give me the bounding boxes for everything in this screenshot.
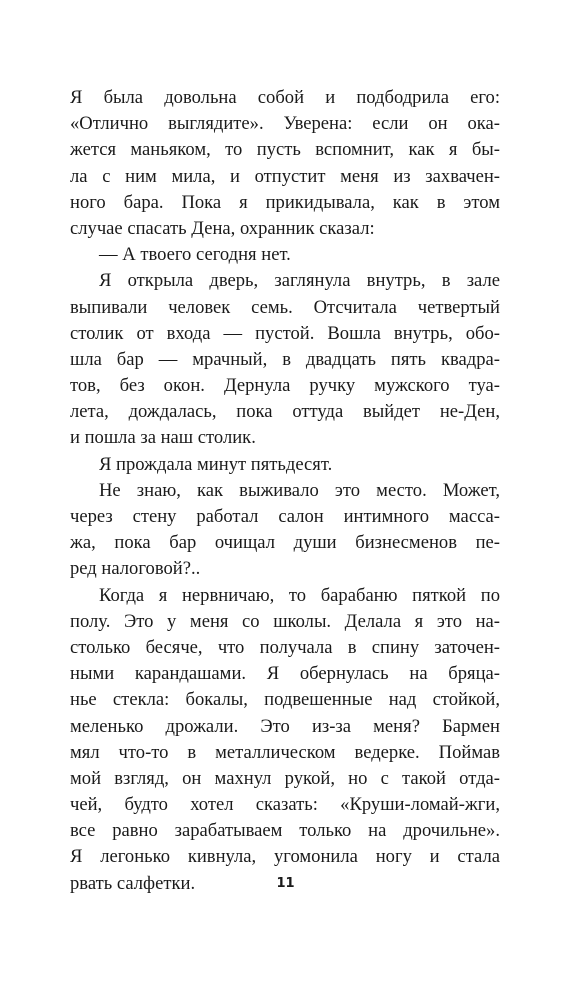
text-line: столько бесяче, что получала в спину заточен- bbox=[70, 636, 500, 658]
text-line: все равно зарабатываем только на дрочильне». bbox=[70, 820, 500, 842]
text-line: Я легонько кивнула, угомонила ногу и стала bbox=[70, 846, 500, 868]
text-line: ред налоговой?.. bbox=[70, 558, 201, 580]
text-line: Когда я нервничаю, то барабаню пяткой по bbox=[99, 584, 500, 606]
text-line: рвать салфетки. bbox=[70, 872, 196, 894]
text-line: Не знаю, как выживало это место. Может, bbox=[99, 479, 500, 501]
text-line: полу. Это у меня со школы. Делала я это на- bbox=[70, 610, 500, 632]
text-line: мой взгляд, он махнул рукой, но с такой отда- bbox=[70, 767, 500, 789]
text-line: «Отлично выглядите». Уверена: если он ока- bbox=[70, 113, 500, 135]
text-line: меленько дрожали. Это из-за меня? Бармен bbox=[70, 715, 500, 737]
text-line: и пошла за наш столик. bbox=[70, 427, 256, 449]
text-line: через стену работал салон интимного масса- bbox=[70, 506, 500, 527]
text-line: жа, пока бар очищал души бизнесменов пе- bbox=[70, 532, 500, 554]
text-line: — А твоего сегодня нет. bbox=[99, 244, 291, 266]
body-text bbox=[70, 85, 500, 897]
text-line: мял что-то в металлическом ведерке. Поймав bbox=[70, 741, 500, 763]
text-line: лета, дождалась, пока оттуда выйдет не-Ден, bbox=[70, 401, 500, 423]
text-line: выпивали человек семь. Отсчитала четвертый bbox=[70, 296, 500, 318]
text-line: ла с ним мила, и отпустит меня из захвачен- bbox=[70, 165, 500, 187]
text-line: Я прождала минут пятьдесят. bbox=[99, 453, 333, 475]
text-line: жется маньяком, то пусть вспомнит, как я бы- bbox=[70, 139, 500, 161]
text-line: тов, без окон. Дернула ручку мужского туа- bbox=[70, 375, 500, 397]
text-line: Я была довольна собой и подбодрила его: bbox=[70, 87, 500, 108]
text-line: столик от входа — пустой. Вошла внутрь, обо- bbox=[70, 322, 500, 344]
text-line: ными карандашами. Я обернулась на бряца- bbox=[70, 663, 500, 685]
text-line: чей, будто хотел сказать: «Круши-ломай-жги, bbox=[70, 794, 500, 816]
text-line: случае спасать Дена, охранник сказал: bbox=[70, 217, 375, 239]
text-line: ного бара. Пока я прикидывала, как в этом bbox=[70, 191, 500, 213]
page-number: 11 bbox=[276, 876, 295, 891]
text-line: шла бар — мрачный, в двадцать пять квадра- bbox=[70, 348, 500, 370]
text-line: Я открыла дверь, заглянула внутрь, в зале bbox=[99, 270, 500, 292]
text-line: нье стекла: бокалы, подвешенные над стойкой, bbox=[70, 689, 500, 711]
